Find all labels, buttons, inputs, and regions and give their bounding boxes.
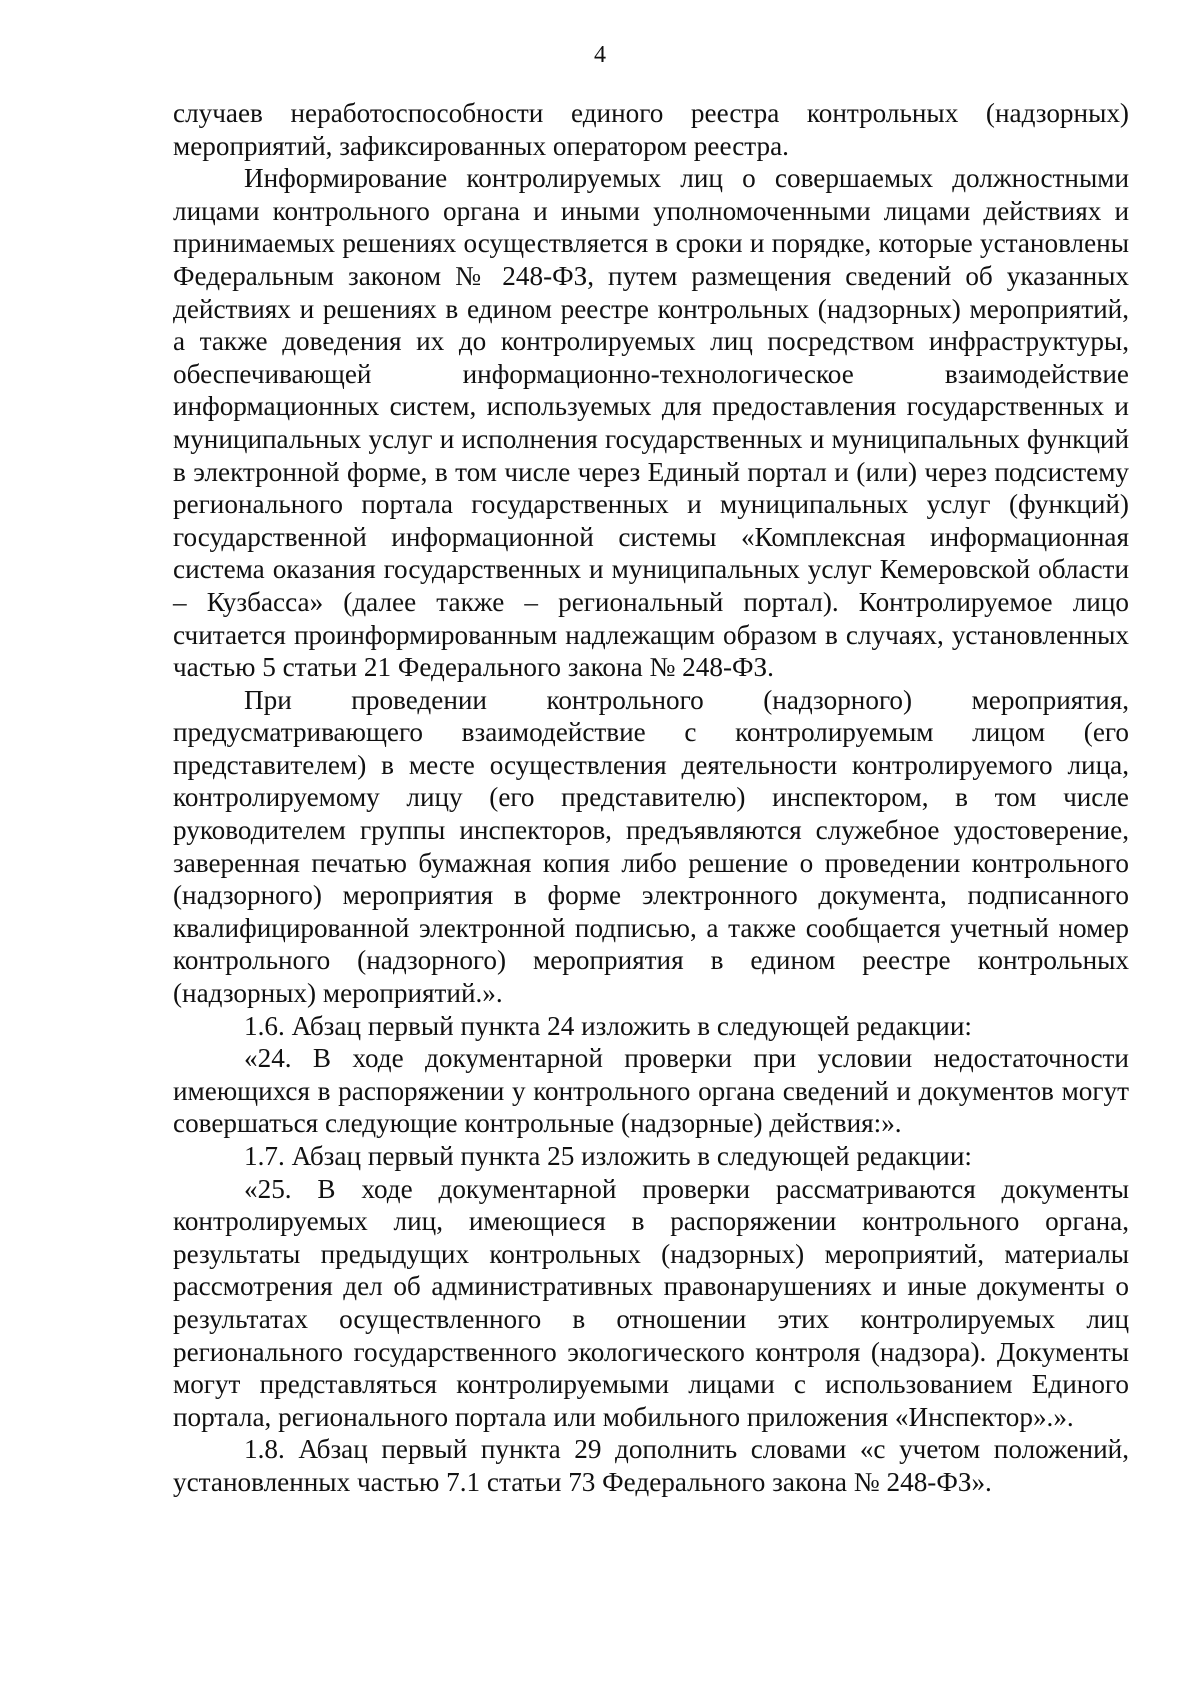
document-body <box>173 97 1129 1499</box>
paragraph-inspection: При проведении контрольного (надзорного) мероприятия, предусматривающего взаимодействие с контролируемым лицом (его представителем) в месте осуществления деятельности контролируемого лица, контролируемому лицу (его представителю) инспектором, в том числе руководителем группы инспекторов, предъявляются служебное удостоверение, заверенная печатью бумажная копия либо решение о проведении контрольного (надзорного) мероприятия в форме электронного документа, подписанного квалифицированной электронной подписью, а также сообщается учетный номер контрольного (надзорного) мероприятия в едином реестре контрольных (надзорных) мероприятий.». <box>173 684 1129 1009</box>
paragraph-continuation: случаев неработоспособности единого реестра контрольных (надзорных) мероприятий, зафиксированных оператором реестра. <box>173 98 1129 161</box>
paragraph-item-1-8: 1.8. Абзац первый пункта 29 дополнить словами «с учетом положений, установленных частью 7.1 статьи 73 Федерального закона № 248-ФЗ». <box>173 1434 1129 1497</box>
paragraph-informing: Информирование контролируемых лиц о совершаемых должностными лицами контрольного органа и иными уполномоченными лицами действиях и принимаемых решениях осуществляется в сроки и порядке, которые установлены Федеральным законом № 248-ФЗ, путем размещения сведений об указанных действиях и решениях в едином реестре контрольных (надзорных) мероприятий, а также доведения их до контролируемых лиц посредством инфраструктуры, обеспечивающей информационно-технологическое взаимодействие информационных систем, используемых для предоставления государственных и муниципальных услуг и исполнения государственных и муниципальных функций в электронной форме, в том числе через Единый портал и (или) через подсистему регионального портала государственных и муниципальных услуг (функций) государственной информационной системы «Комплексная информационная система оказания государственных и муниципальных услуг Кемеровской области – Кузбасса» (далее также – региональный портал). Контролируемое лицо считается проинформированным надлежащим образом в случаях, установленных частью 5 статьи 21 Федерального закона № 248-ФЗ. <box>173 163 1129 683</box>
paragraph-point-25: «25. В ходе документарной проверки рассматриваются документы контролируемых лиц, имеющиеся в распоряжении контрольного органа, результаты предыдущих контрольных (надзорных) мероприятий, материалы рассмотрения дел об административных правонарушениях и иные документы о результатах осуществленного в отношении этих контролируемых лиц регионального государственного экологического контроля (надзора). Документы могут представляться контролируемыми лицами с использованием Единого портала, регионального портала или мобильного приложения «Инспектор».». <box>173 1173 1129 1432</box>
paragraph-item-1-6: 1.6. Абзац первый пункта 24 изложить в следующей редакции: <box>244 1010 972 1041</box>
paragraph-point-24: «24. В ходе документарной проверки при условии недостаточности имеющихся в распоряжении у контрольного органа сведений и документов могут совершаться следующие контрольные (надзорные) действия:». <box>173 1043 1129 1139</box>
page-number: 4 <box>594 42 606 68</box>
paragraph-item-1-7: 1.7. Абзац первый пункта 25 изложить в следующей редакции: <box>244 1141 972 1171</box>
